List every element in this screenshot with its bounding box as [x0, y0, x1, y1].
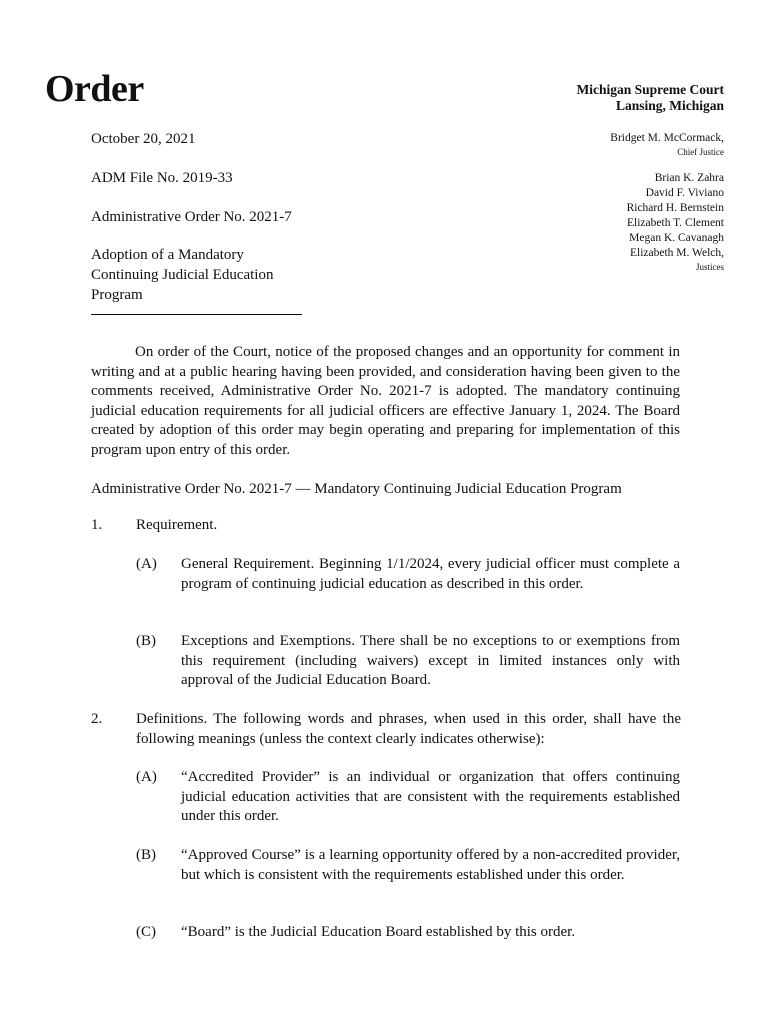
section-heading: Requirement. — [136, 517, 218, 533]
item-label: (C) — [136, 924, 156, 940]
justices-list — [610, 131, 724, 273]
item-text: “Accredited Provider” is an individual or organization that offers continuing judicial education activities that are consistent with the requirements established under this order. — [181, 769, 680, 824]
order-subject — [91, 245, 273, 305]
justices-caption: Justices — [696, 262, 724, 272]
adm-file-number: ADM File No. 2019-33 — [91, 170, 233, 186]
item-text: “Board” is the Judicial Education Board established by this order. — [181, 924, 576, 940]
court-location: Lansing, Michigan — [615, 98, 724, 113]
section-number: 1. — [91, 517, 103, 533]
subject-line: Adoption of a Mandatory — [91, 247, 244, 263]
subject-underline — [91, 314, 302, 315]
court-header — [577, 82, 725, 114]
item-label: (A) — [136, 769, 157, 785]
chief-justice-caption: Chief Justice — [677, 147, 724, 157]
section-number: 2. — [91, 711, 103, 727]
item-text: Exceptions and Exemptions. There shall be no exceptions to or exemptions from this requirement (including waivers) except in limited instances only with approval of the Judicial Education Board. — [181, 633, 680, 688]
section-heading: Definitions. The following words and phrases, when used in this order, shall have the following meanings (unless the context clearly indicates otherwise): — [136, 711, 681, 747]
order-date: October 20, 2021 — [91, 131, 196, 147]
item-label: (B) — [136, 633, 156, 649]
order-title: Order — [45, 68, 144, 110]
chief-justice-name: Bridget M. McCormack, — [610, 132, 724, 144]
justice-name: David F. Viviano — [645, 187, 724, 199]
item-label: (A) — [136, 556, 157, 572]
item-text: General Requirement. Beginning 1/1/2024, every judicial officer must complete a program of continuing judicial education as described in this order. — [181, 556, 680, 592]
justice-name: Richard H. Bernstein — [626, 202, 724, 214]
justice-name: Elizabeth T. Clement — [627, 217, 724, 229]
justice-name: Elizabeth M. Welch, — [629, 247, 724, 259]
intro-paragraph: On order of the Court, notice of the proposed changes and an opportunity for comment in writing and at a public hearing having been provided, and consideration having been given to the comments received, Administrative Order No. 2021-7 is adopted. The mandatory continuing judicial education requirements for all judicial officers are effective January 1, 2024. The Board created by adoption of this order may begin operating and preparing for implementation of this program upon entry of this order. — [91, 344, 680, 458]
administrative-order-number: Administrative Order No. 2021-7 — [91, 209, 292, 225]
item-label: (B) — [136, 847, 156, 863]
court-name: Michigan Supreme Court — [576, 82, 724, 97]
subject-line: Continuing Judicial Education — [91, 267, 274, 283]
chief-justice-block — [610, 131, 724, 158]
item-text: “Approved Course” is a learning opportunity offered by a non-accredited provider, but which is consistent with the requirements established under this order. — [181, 847, 680, 883]
justice-name: Megan K. Cavanagh — [629, 232, 724, 244]
subject-line: Program — [91, 287, 143, 303]
administrative-order-title: Administrative Order No. 2021-7 — Mandatory Continuing Judicial Education Program — [91, 481, 622, 497]
justice-name: Brian K. Zahra — [654, 172, 724, 184]
